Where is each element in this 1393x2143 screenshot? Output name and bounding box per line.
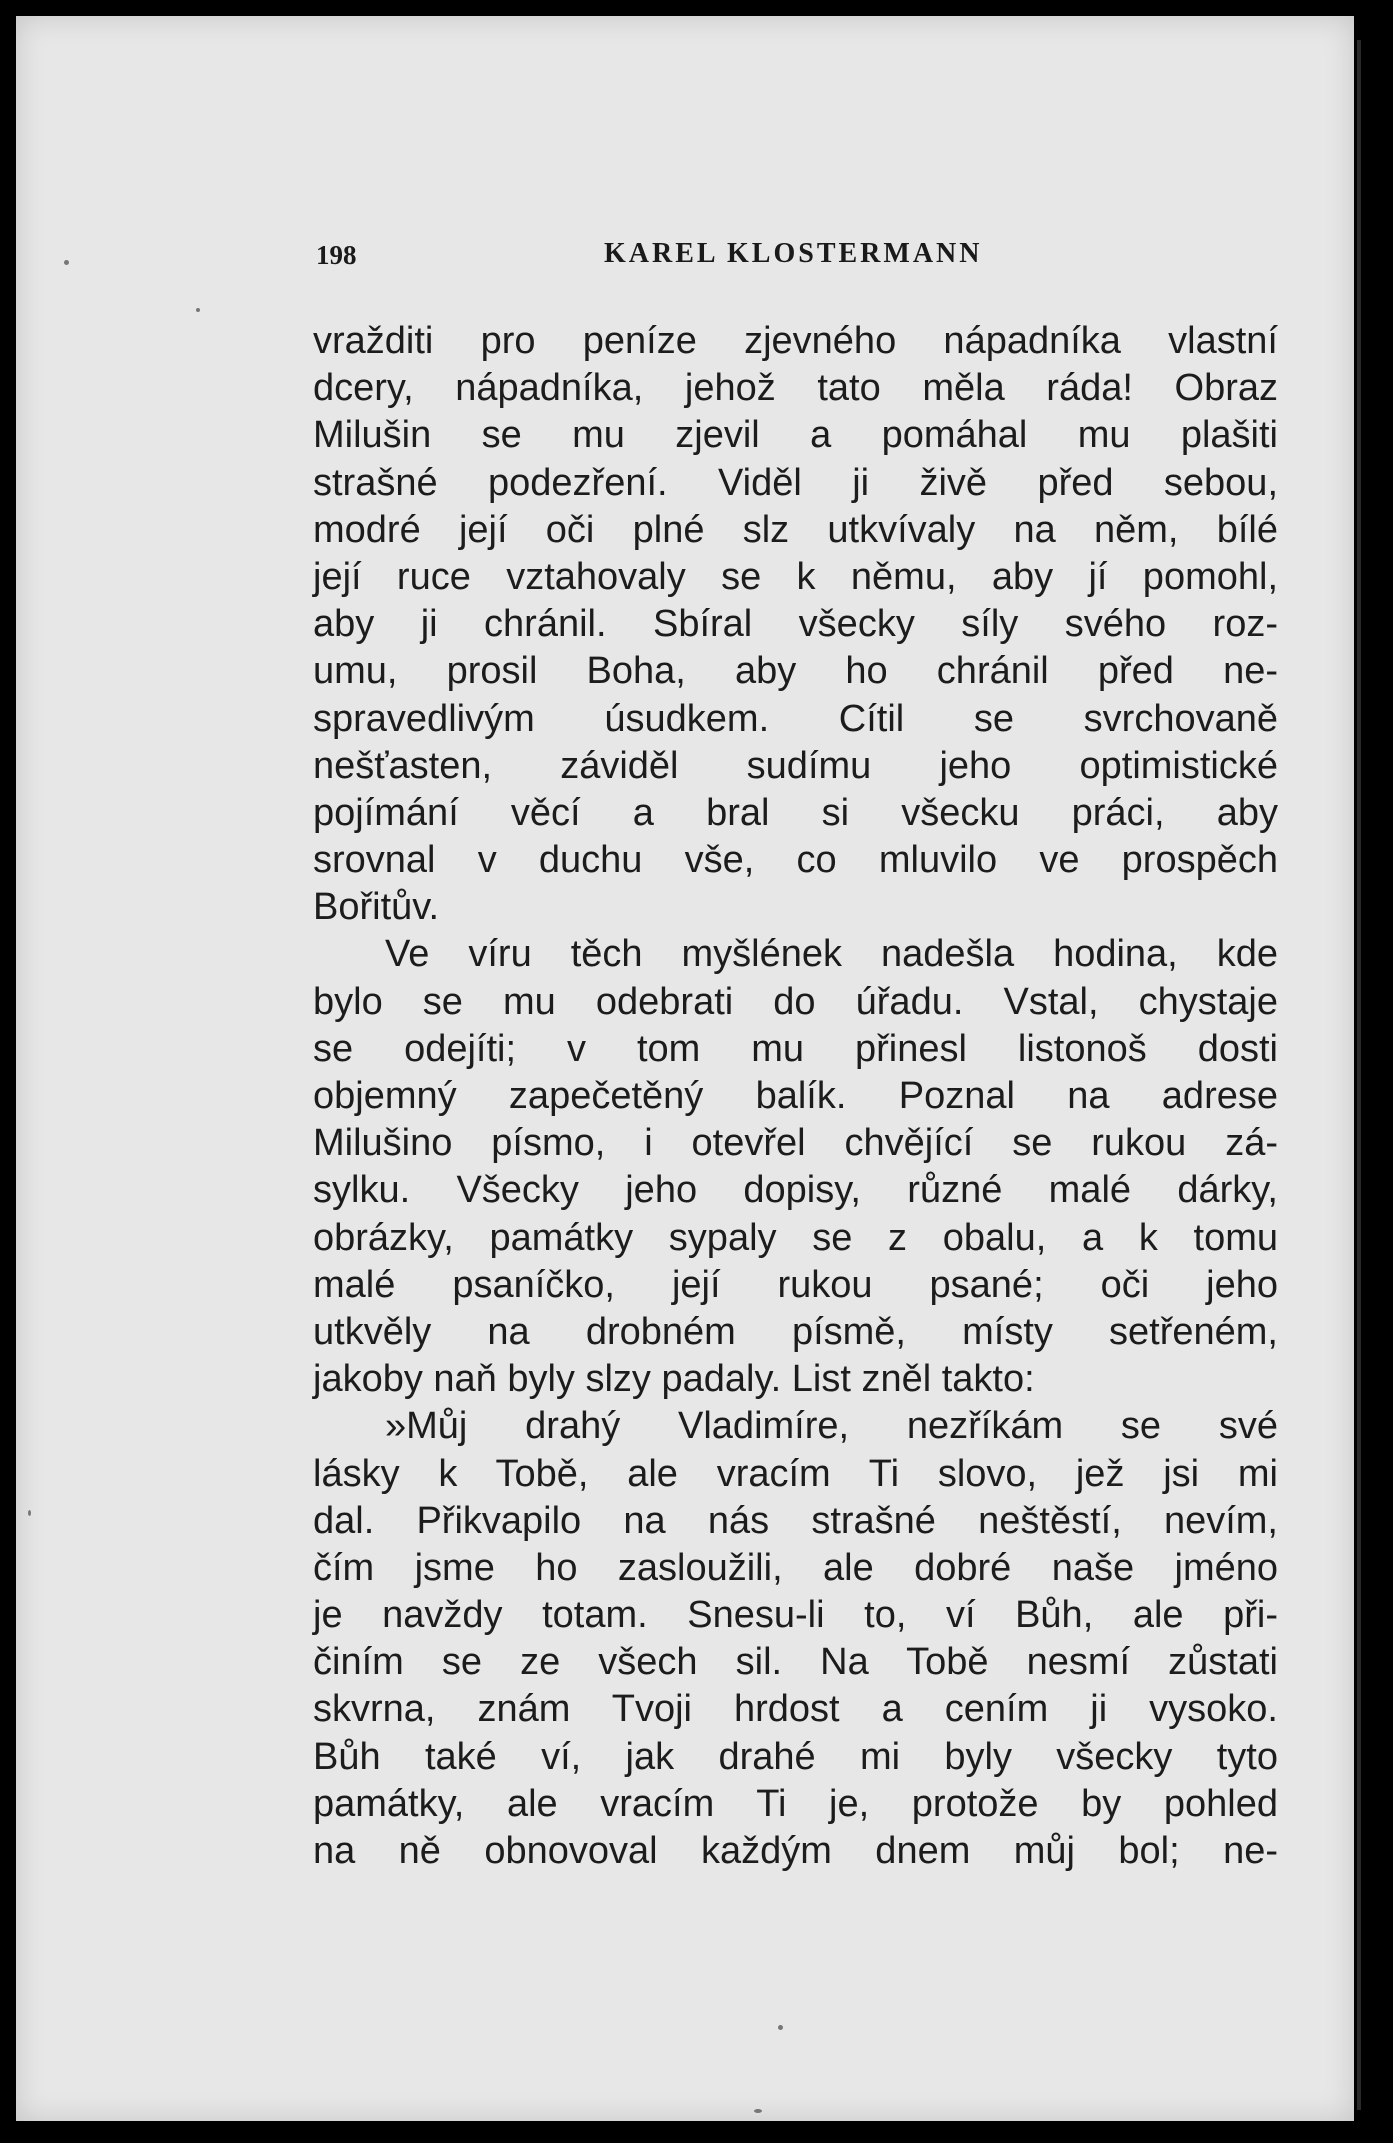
text-line: lásky k Tobě, ale vracím Ti slovo, jež jsi mi: [313, 1452, 1278, 1495]
text-line: na ně obnovoval každým dnem můj bol; ne-: [313, 1830, 1278, 1872]
paper-speck: [778, 2025, 783, 2030]
text-line: skvrna, znám Tvoji hrdost a cením ji vysoko.: [313, 1688, 1278, 1731]
text-line: umu, prosil Boha, aby ho chránil před ne-: [313, 650, 1278, 693]
text-line: srovnal v duchu vše, co mluvilo ve prospěch: [313, 839, 1278, 882]
text-line: nešťasten, záviděl sudímu jeho optimistické: [313, 744, 1278, 787]
text-line: »Můj drahý Vladimíre, nezříkám se své: [385, 1405, 1278, 1448]
text-line: dcery, nápadníka, jehož tato měla ráda! Obraz: [313, 367, 1278, 410]
text-line: vražditi pro peníze zjevného nápadníka vlastní: [313, 320, 1278, 362]
text-line: památky, ale vracím Ti je, protože by pohled: [313, 1782, 1278, 1825]
text-line: aby ji chránil. Sbíral všecky síly svého roz-: [313, 603, 1278, 646]
text-line: utkvěly na drobném písmě, místy setřeném,: [313, 1310, 1278, 1353]
text-line: objemný zapečetěný balík. Poznal na adrese: [313, 1075, 1278, 1117]
page-header: [316, 238, 1286, 278]
text-line: sylku. Všecky jeho dopisy, různé malé dárky,: [313, 1169, 1278, 1212]
body-text: [313, 318, 1278, 1875]
text-line: její ruce vztahovaly se k němu, aby jí pomohl,: [313, 555, 1278, 598]
text-line: modré její oči plné slz utkvívaly na něm, bílé: [313, 508, 1278, 551]
text-line: činím se ze všech sil. Na Tobě nesmí zůstati: [313, 1641, 1278, 1684]
text-line: jakoby naň byly slzy padaly. List zněl takto:: [313, 1358, 1035, 1401]
page-edge-strip: [1357, 40, 1361, 2110]
text-line: Milušin se mu zjevil a pomáhal mu plašiti: [313, 414, 1278, 457]
text-line: malé psaníčko, její rukou psané; oči jeho: [313, 1263, 1278, 1306]
text-line: čím jsme ho zasloužili, ale dobré naše jméno: [313, 1546, 1278, 1589]
text-line: Milušino písmo, i otevřel chvějící se rukou zá-: [313, 1122, 1278, 1165]
text-line: je navždy totam. Snesu-li to, ví Bůh, ale při-: [313, 1594, 1278, 1637]
text-line: Bořitův.: [313, 886, 440, 929]
text-line: Ve víru těch myšlének nadešla hodina, kde: [385, 933, 1278, 976]
text-line: obrázky, památky sypaly se z obalu, a k tomu: [313, 1216, 1278, 1259]
paper-speck: [64, 260, 69, 265]
paper-speck: [196, 308, 200, 312]
running-head: KAREL KLOSTERMANN: [604, 238, 983, 269]
text-line: se odejíti; v tom mu přinesl listonoš dosti: [313, 1027, 1278, 1070]
text-line: bylo se mu odebrati do úřadu. Vstal, chystaje: [313, 980, 1278, 1023]
text-line: spravedlivým úsudkem. Cítil se svrchovaně: [313, 697, 1278, 740]
paper-speck: [28, 1510, 31, 1516]
book-page: [16, 16, 1354, 2121]
paper-speck: [754, 2109, 762, 2113]
text-line: strašné podezření. Viděl ji živě před sebou,: [313, 461, 1278, 504]
text-line: dal. Přikvapilo na nás strašné neštěstí, nevím,: [313, 1499, 1278, 1542]
page-number: 198: [316, 240, 357, 270]
text-line: Bůh také ví, jak drahé mi byly všecky tyto: [313, 1735, 1278, 1778]
text-line: pojímání věcí a bral si všecku práci, aby: [313, 791, 1278, 834]
